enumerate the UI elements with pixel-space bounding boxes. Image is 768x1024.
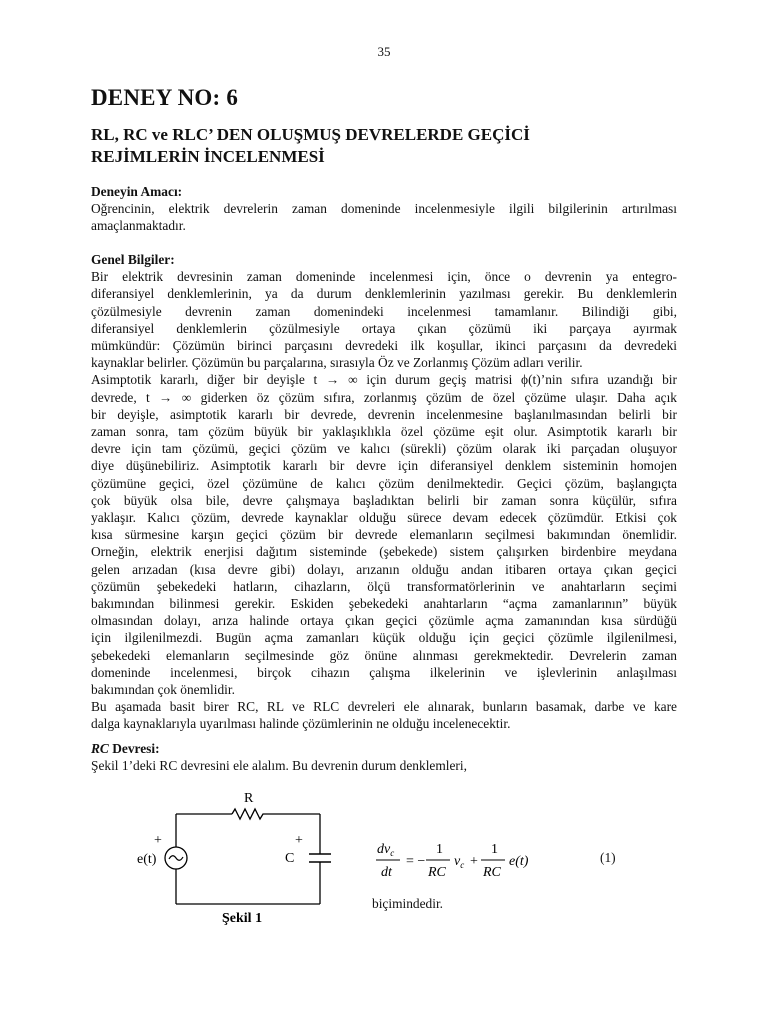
- general-info-heading: Genel Bilgiler:: [91, 252, 175, 267]
- general-info-line: Bu aşamada basit birer RC, RL ve RLC devreleri ele alınarak, bunların basamak, darbe ve kare: [91, 699, 677, 715]
- general-info-line: domeninde incelenmesi, birçok cihazın çalışma ilkelerinin ve işlevlerinin anlaşılması: [91, 664, 677, 680]
- general-info-line: Orneğin, elektrik enerjisi dağıtım sisteminde (şebekede) sistem çalışırken birdenbire meydana: [91, 544, 677, 560]
- eq-frac2-denominator: RC: [483, 865, 501, 880]
- eq-lhs-denominator: dt: [381, 865, 392, 880]
- rc-heading: [91, 740, 677, 757]
- after-equation-text: biçimindedir.: [372, 896, 444, 911]
- general-info-line: bakımından çok önemlidir.: [91, 682, 235, 698]
- general-info-line: yaklaşır. Kalıcı çözüm, devrede kaynaklar olduğu sürece devam edecek çözümdür. Etkisi çok: [91, 510, 677, 526]
- general-info-line: şebekedeki elemanların seçilmesinde göz önüne alınması gerekmektedir. Devrelerin zaman: [91, 647, 677, 663]
- eq-equals-minus: = −: [406, 854, 426, 869]
- general-info-line: diye düşünebiliriz. Asimptotik kararlı bir devre için diferansiyel denklem sisteminin homojen: [91, 458, 677, 474]
- resistor-symbol: [232, 809, 266, 819]
- subtitle-line: RL, RC ve RLC’ DEN OLUŞMUŞ DEVRELERDE GEÇİCİ: [91, 125, 530, 144]
- general-info-line: devre için tam çözümü, geçici çözüm ve kalıcı (sürekli) çözüm olarak iki parçadan oluşuyor: [91, 441, 677, 457]
- general-info-line: kaynaklar belirler. Çözümün bu parçalarına, sırasıyla Öz ve Zorlanmış Çözüm adları verilir.: [91, 355, 583, 371]
- general-info-line: diferansiyel denklemlerinin, ya da durum denklemlerinin yazılması gerekir. Bu denklemlerin: [91, 286, 677, 302]
- general-info-line: çözümüne geçici, özel çözümüne de kalıcı çözüm denilmektedir. Geçici çözüm, başlangıçta: [91, 475, 677, 491]
- capacitor-label: C: [285, 851, 295, 866]
- eq-frac2-numerator: 1: [491, 842, 498, 857]
- aim-heading: Deneyin Amacı:: [91, 184, 183, 199]
- eq-frac1-numerator: 1: [436, 842, 443, 857]
- experiment-title: DENEY NO: 6: [91, 85, 239, 110]
- rc-heading-rest: Devresi:: [108, 741, 160, 756]
- rc-circuit-diagram: [120, 780, 350, 930]
- capacitor-plus-sign: +: [295, 833, 303, 848]
- aim-line: amaçlanmaktadır.: [91, 218, 186, 234]
- general-info-line: bakımından bilinmesi gerekir. Eskiden şebekedeki anahtarların “açma zamanlarının” büyük: [91, 596, 677, 612]
- figure-caption: Şekil 1: [222, 911, 263, 926]
- eq-e-term: e(t): [509, 854, 529, 869]
- general-info-line: çözülmesiyle devrenin zaman domenindeki incelenmesi tamamlanır. Bilindiği gibi,: [91, 303, 677, 319]
- general-info-line: çok büyük olsa bile, devre çalışmaya başladıktan belirli bir zaman sonra küçülür, sıfıra: [91, 492, 677, 508]
- eq-frac1-denominator: RC: [428, 865, 446, 880]
- general-info-line: diferansiyel denklemlerin çözülmesiyle ortaya çıkan çözümü iki parçaya ayırmak: [91, 320, 677, 336]
- general-info-line: mümkündür: Çözümün birinci parçasını devredeki ilk koşullar, ikinci parçasını da devredeki: [91, 338, 677, 354]
- eq-plus: +: [470, 854, 478, 869]
- general-info-line: zaman sonra, tam çözüm büyük bir yaklaşıklıkla özel çözüme eşit olur. Asimptotik kararlı bir: [91, 424, 677, 440]
- general-info-line: dalga kaynaklarıyla uyarılması halinde çözümlerinin ne olduğu incelenecektir.: [91, 716, 511, 732]
- rc-section: [91, 740, 677, 774]
- general-info-line: bir deyişle, asimptotik kararlı bir devrede, devrenin incelenmesine başlanılmasından belirli bir: [91, 406, 677, 422]
- general-info-line: için ilgilenilmezdi. Bugün açma zamanları küçük olduğu için geçici çözümle ilgilenilmesi,: [91, 630, 677, 646]
- aim-section: [91, 183, 677, 235]
- resistor-label: R: [244, 791, 254, 806]
- general-info-line: çözümün şebekedeki hatların, cihazların, ölçü transformatörlerinin ve anahtarların seçimi: [91, 578, 677, 594]
- aim-line: Oğrencinin, elektrik devrelerin zaman domeninde incelenmesiyle ilgili bilgilerinin artırılması: [91, 201, 677, 217]
- rc-heading-italic: RC: [91, 741, 109, 756]
- general-info-section: [91, 251, 677, 733]
- eq-v-term: $v_c$: [454, 854, 465, 870]
- general-info-line: olmasından dolayı, arıza halinde ortaya çıkan geçici çözümle açma zamanından kısa sürdüğü: [91, 613, 677, 629]
- general-info-line: devrede, t → ∞ giderken öz çözüm sıfıra, zorlanmış çözüm de özel çözüme ulaşır. Daha açık: [91, 389, 677, 405]
- equation-number: (1): [600, 850, 616, 865]
- eq-lhs-numerator: $dv_c$: [377, 842, 395, 858]
- general-info-line: kısa sürmesine karşın geçici çözüm bir devrede elemanların seçilmesi bakımından önemlidir.: [91, 527, 677, 543]
- general-info-body: [91, 268, 677, 732]
- source-plus-sign: +: [154, 833, 162, 848]
- general-info-line: Asimptotik kararlı, diğer bir deyişle t → ∞ için durum geçiş matrisi ϕ(t)’nin sıfıra uzandığı bir: [91, 372, 677, 388]
- subtitle-line: REJİMLERİN İNCELENMESİ: [91, 147, 325, 166]
- state-equation: [368, 835, 628, 885]
- experiment-subtitle: [91, 124, 691, 168]
- rc-intro: Şekil 1’deki RC devresini ele alalım. Bu devrenin durum denklemleri,: [91, 758, 467, 774]
- page-number: 35: [377, 44, 391, 59]
- general-info-line: gelen arızadan (kısa devre gibi) dolayı, arızanın olduğu andan itibaren ortaya çıkan geçici: [91, 561, 677, 577]
- general-info-line: Bir elektrik devresinin zaman domeninde incelenmesi için, önce o devrenin ya entegro-: [91, 269, 677, 285]
- source-label: e(t): [137, 852, 157, 867]
